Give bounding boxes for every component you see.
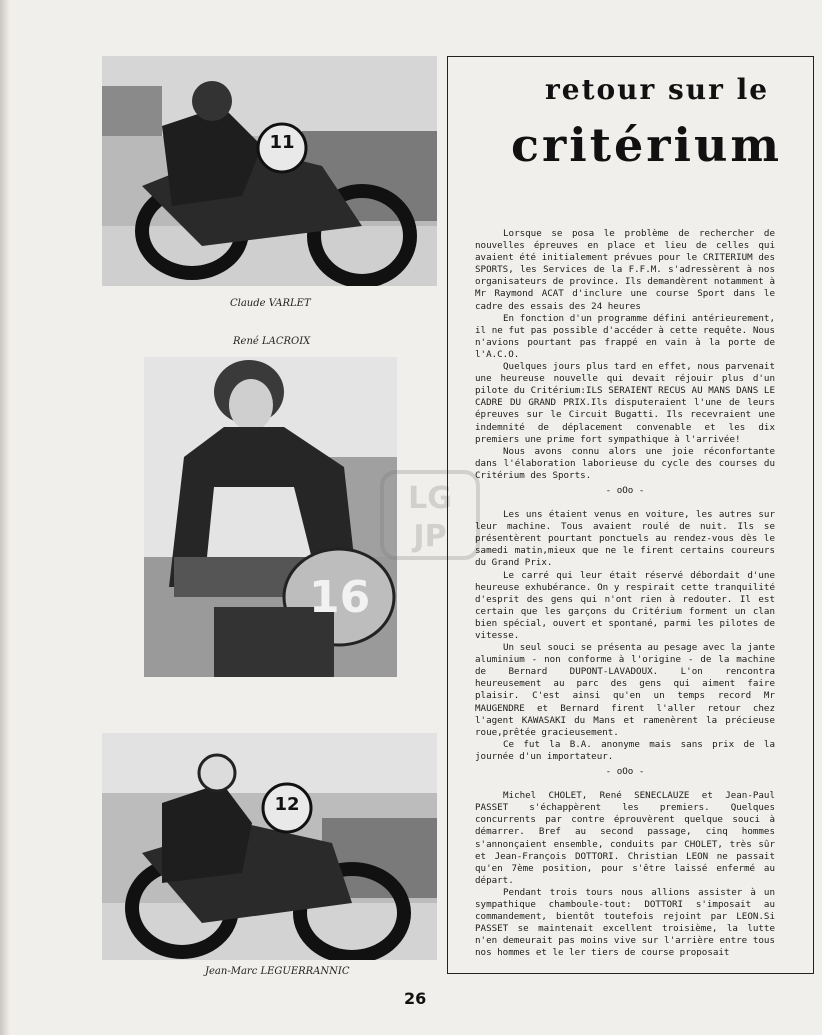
- article-paragraph: Le carré qui leur était réservé débordait d'une heureuse exhubérance. On y respirait cette tranquilité d'esprit des gens qui n'ont rien à redouter. Il est certain que les garçons du Critérium forment un clan bien spécial, ouvert et spontané, parmi les pilotes de vitesse.: [475, 569, 775, 641]
- photo-rene-lacroix: [144, 357, 397, 677]
- article-paragraph: Pendant trois tours nous allions assister à un sympathique chamboule-tout: DOTTORI s'imposait au commandement, bientôt toutefois rejoint par LEON.Si PASSET se maintenait excellent troisième, la lutte n'en demeurait pas moins vive sur l'arrière entre tous nos hommes et le ler tiers de course proposait: [475, 886, 775, 959]
- article-title-line1: retour sur le: [545, 73, 770, 106]
- section-separator: - oOo -: [605, 766, 645, 778]
- svg-text:LG: LG: [408, 481, 452, 516]
- article-paragraph: Quelques jours plus tard en effet, nous parvenait une heureuse nouvelle qui devait réjouir plus d'un pilote du Critérium:ILS SERAIENT RECUS AU MANS DANS LE CADRE DU GRAND PRIX.Ils disputeraient l'une de leurs épreuves sur le Circuit Bugatti. Ils recevraient une indemnité de déplacement convenable et les dix premiers une prime fort sympathique à l'arrivée!: [475, 361, 775, 445]
- page-edge-shadow: [0, 0, 10, 1035]
- section-separator: - oOo -: [605, 484, 645, 496]
- article-paragraph: Lorsque se posa le problème de rechercher de nouvelles épreuves en place et lieu de celles qui avaient été initialement prévues pour le CRITERIUM des SPORTS, les Services de la F.F.M. s'adressèrent à nos organisateurs de province. Ils demandèrent notamment à Mr Raymond ACAT d'inclure une course Sport dans le cadre des essais des 24 heures: [475, 228, 775, 312]
- motorcycle-racer-image: [102, 56, 437, 286]
- article-paragraph: Nous avons connu alors une joie réconfortante dans l'élaboration laborieuse du cycle des courses du Critérium des Sports.: [475, 445, 775, 481]
- race-number-plate: 12: [274, 794, 300, 815]
- article-paragraph: Les uns étaient venus en voiture, les autres sur leur machine. Tous avaient roulé de nuit. Ils se présentèrent pourtant ponctuels au rendez-vous dès le samedi matin,mieux que ne le firent certains coureurs du Grand Prix.: [475, 509, 775, 569]
- motorcycle-racer-image: [102, 733, 437, 960]
- caption-rene-lacroix: René LACROIX: [233, 336, 311, 347]
- svg-text:JP: JP: [413, 519, 447, 554]
- article-paragraph: Ce fut la B.A. anonyme mais sans prix de la journée d'un importateur.: [475, 738, 775, 762]
- caption-claude-varlet: Claude VARLET: [230, 298, 311, 309]
- article-title-line2: critérium: [511, 118, 783, 172]
- photo-claude-varlet: [102, 56, 437, 286]
- page-number: 26: [404, 989, 427, 1008]
- article-body: [475, 228, 775, 959]
- race-number-plate: 11: [269, 132, 295, 153]
- rider-portrait-image: [144, 357, 397, 677]
- race-number-plate: 16: [309, 572, 371, 623]
- caption-jean-marc-leguerrannic: Jean-Marc LEGUERRANNIC: [205, 966, 350, 977]
- article-paragraph: Un seul souci se présenta au pesage avec la jante aluminium - non conforme à l'origine - de la machine de Bernard DUPONT-LAVADOUX. L'on rencontra heureusement au parc des gens qui aiment faire plaisir. C'est ainsi qu'en un temps record Mr MAUGENDRE et Bernard firent l'aller retour chez l'agent KAWASAKI du Mans et ramenèrent la précieuse roue,prêtée gracieusement.: [475, 642, 775, 738]
- article-paragraph: Michel CHOLET, René SENECLAUZE et Jean-Paul PASSET s'échappèrent les premiers. Quelques concurrents par contre éprouvèrent quelque souci à démarrer. Bref au second passage, cinq hommes s'annonçaient ensemble, conduits par CHOLET, très sûr et Jean-François DOTTORI. Christian LEON ne passait qu'en 7ème position, pour s'être laissé enfermé au départ.: [475, 790, 775, 886]
- article-paragraph: En fonction d'un programme défini antérieurement, il ne fut pas possible d'accéder à cette requête. Nous n'avions pourtant pas frappé en vain à la porte de l'A.C.O.: [475, 312, 775, 360]
- photo-jean-marc-leguerrannic: [102, 733, 437, 960]
